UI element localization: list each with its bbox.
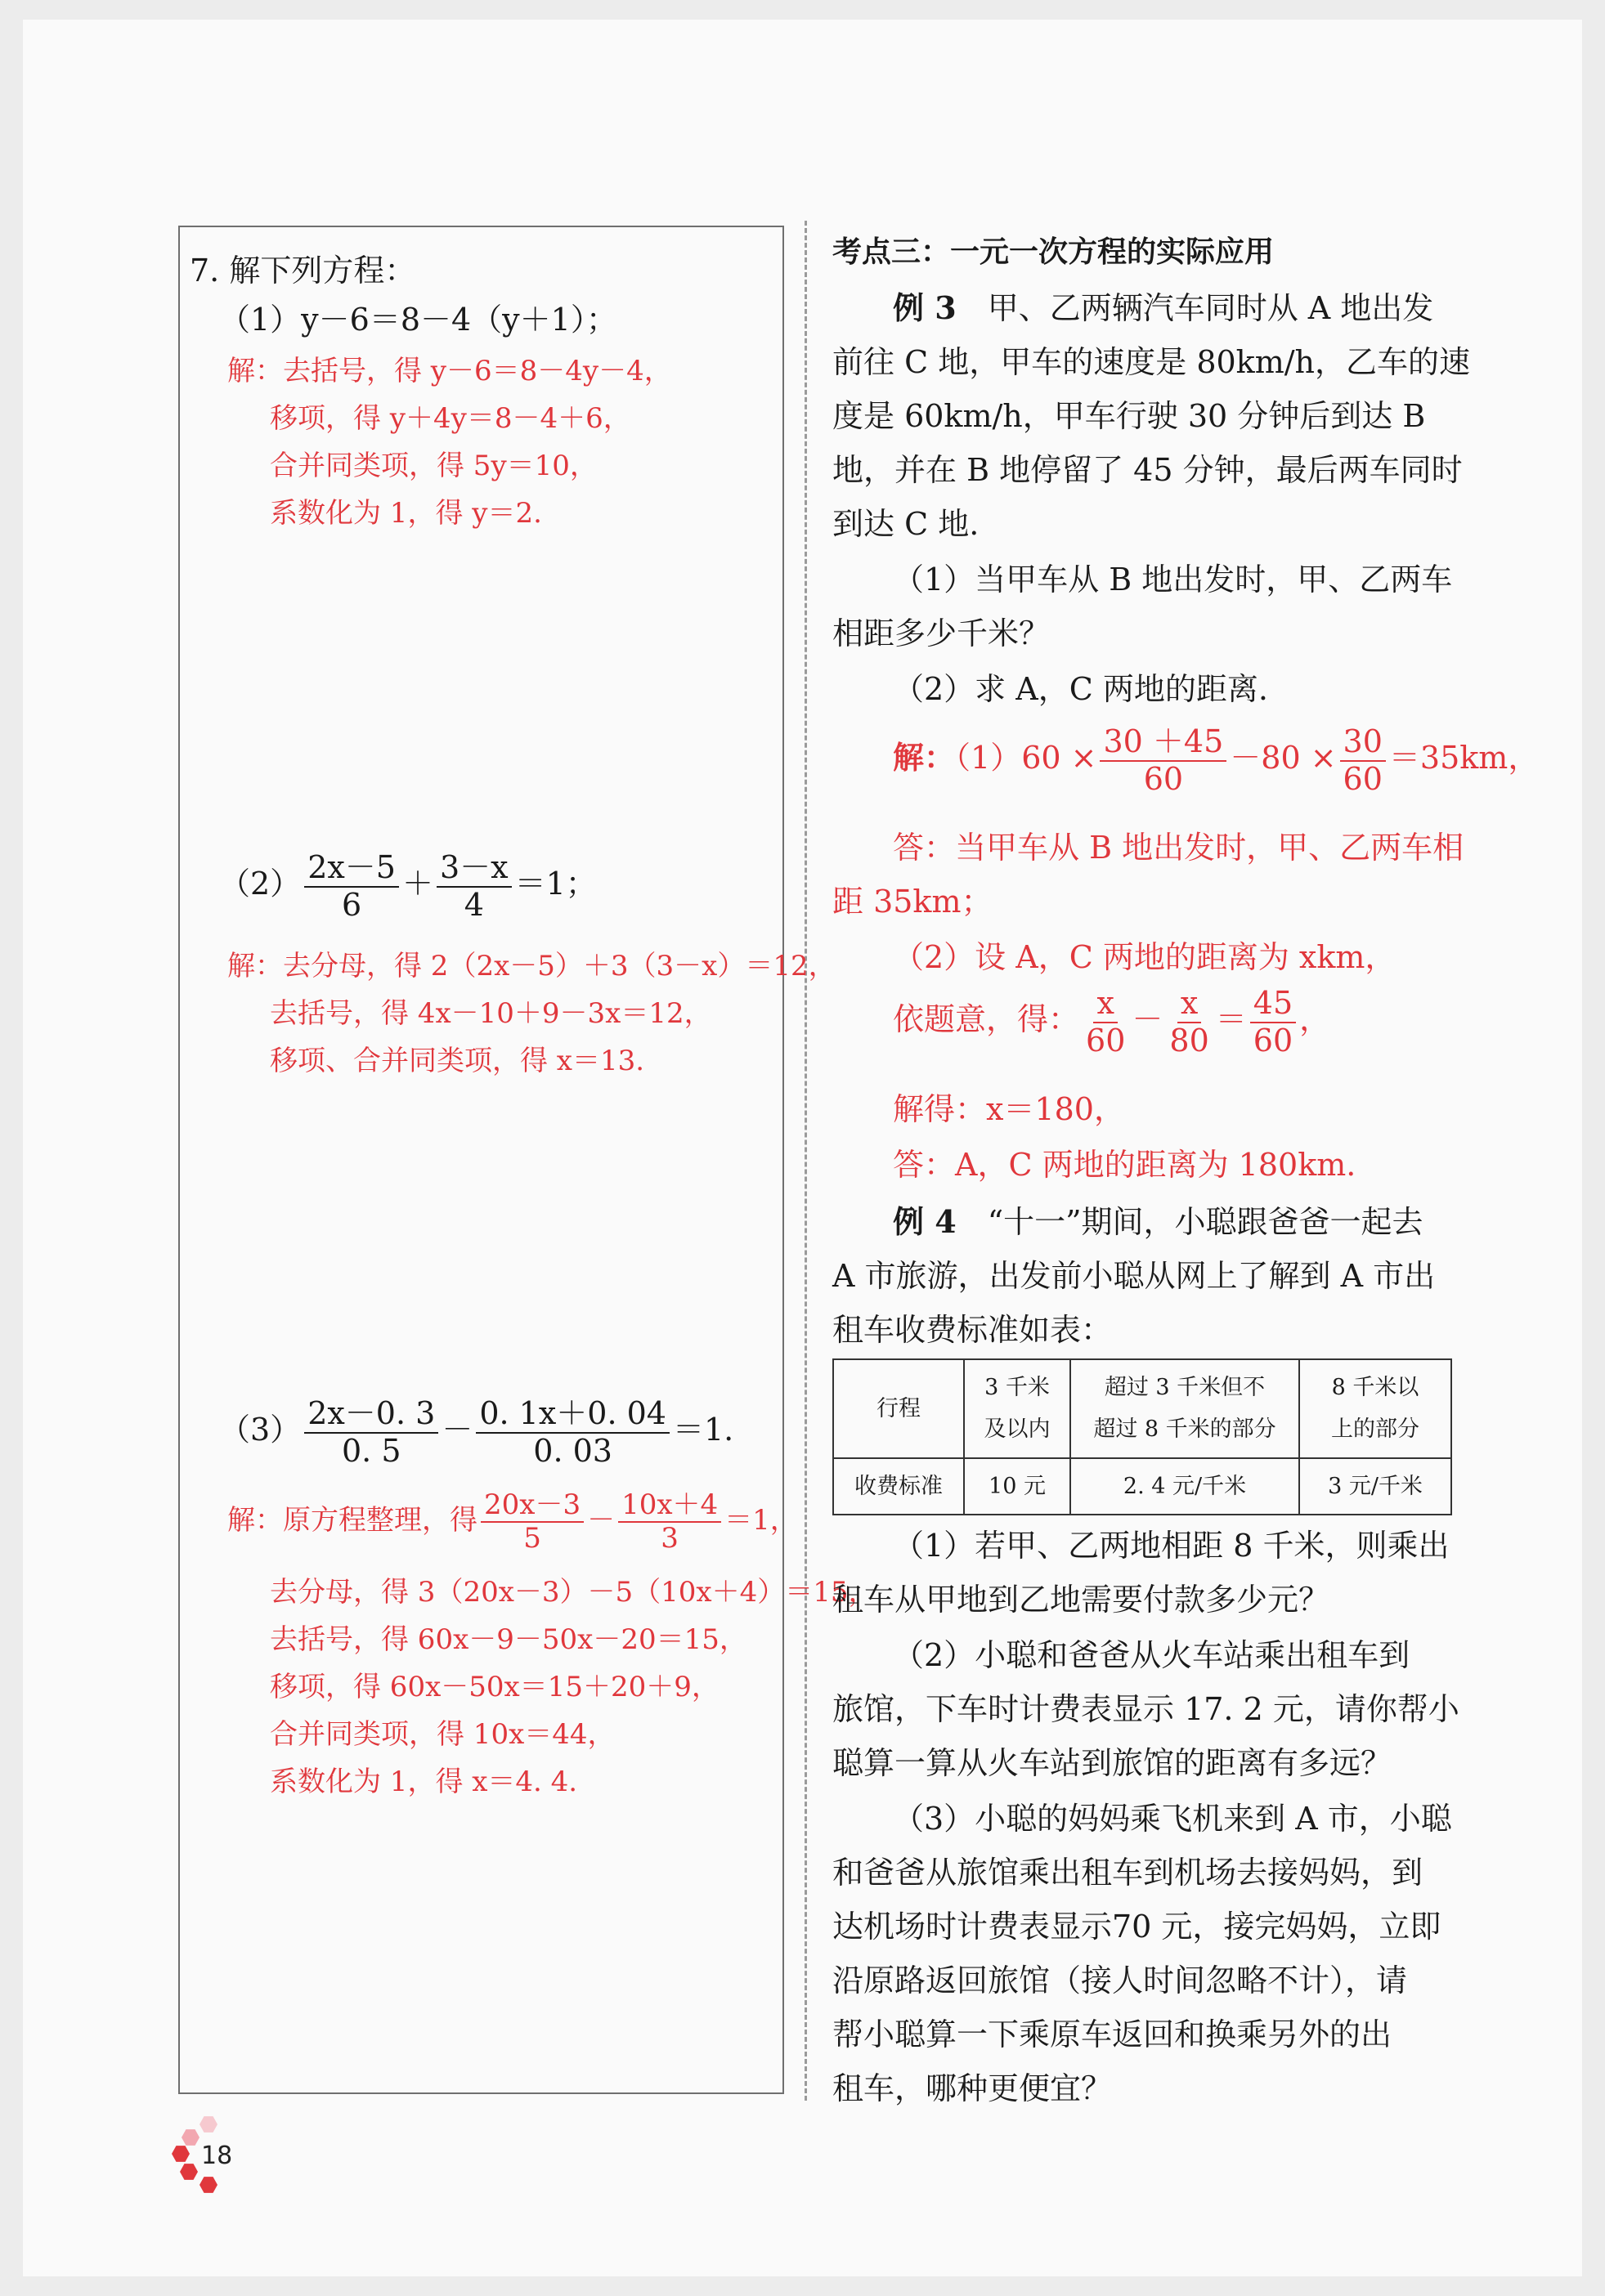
solution-3-line: 系数化为 1，得 x＝4. 4. <box>270 1766 578 1798</box>
example-4-question-3: 帮小聪算一下乘原车返回和换乘另外的出 <box>832 2016 1392 2052</box>
solution-3-line: 去括号，得 60x－9－50x－20＝15， <box>270 1623 747 1656</box>
table-row <box>833 1458 1451 1515</box>
problem-1-equation: （1）y－6＝8－4（y＋1）； <box>219 302 617 338</box>
solution-1-line: 移项，得 y＋4y＝8－4＋6， <box>270 402 631 435</box>
table-header-cell: 超过 3 千米但不 超过 8 千米的部分 <box>1070 1359 1299 1458</box>
example-3-question-1: （1）当甲车从 B 地出发时，甲、乙两车 <box>893 562 1453 597</box>
problem-2-equation: （2） $\frac{2x-5}{6}$ ＋ $\frac{3-x}{4}$ ＝1； <box>219 849 597 923</box>
example-4-line: 租车收费标准如表： <box>832 1312 1113 1348</box>
table-cell: 10 元 <box>964 1458 1070 1515</box>
taxi-fee-table <box>832 1358 1452 1515</box>
example-4-question-1: （1）若甲、乙两地相距 8 千米，则乘出 <box>893 1528 1450 1564</box>
example-3-answer-2: 答：A，C 两地的距离为 180km. <box>893 1147 1356 1183</box>
example-4-question-2: 聪算一算从火车站到旅馆的距离有多远？ <box>832 1745 1392 1781</box>
example-4-question-3: 沿原路返回旅馆（接人时间忽略不计），请 <box>832 1963 1408 1998</box>
section-heading: 考点三：一元一次方程的实际应用 <box>832 235 1275 269</box>
table-row <box>833 1359 1451 1458</box>
table-header-cell: 3 千米 及以内 <box>964 1359 1070 1458</box>
solution-2-line: 解：去分母，得 2（2x－5）＋3（3－x）＝12， <box>227 950 836 982</box>
solution-1-line: 解：去括号，得 y－6＝8－4y－4， <box>227 355 672 387</box>
solution-2-line: 移项、合并同类项，得 x＝13. <box>270 1045 645 1077</box>
solution-3-line: 移项，得 60x－50x＝15＋20＋9， <box>270 1671 720 1703</box>
example-4-question-2: 旅馆，下车时计费表显示 17. 2 元，请你帮小 <box>832 1691 1459 1727</box>
question-7-title: 7. 解下列方程： <box>190 253 416 289</box>
example-4-question-1: 租车从甲地到乙地需要付款多少元？ <box>832 1582 1330 1618</box>
table-cell: 2. 4 元/千米 <box>1070 1458 1299 1515</box>
example-3-equation: 依题意，得： $\frac{x}{60}$ － $\frac{x}{80}$ ＝ $\frac{45}{60}$ ， <box>893 985 1331 1058</box>
solution-3-first-line: 解：原方程整理，得 $\frac{20x-3}{5}$ － $\frac{10x+4}{3}$ ＝1， <box>227 1488 798 1555</box>
example-4-line: A 市旅游，出发前小聪从网上了解到 A 市出 <box>832 1258 1436 1294</box>
solution-1-line: 合并同类项，得 5y＝10， <box>270 450 598 482</box>
table-cell: 3 元/千米 <box>1299 1458 1451 1515</box>
solution-3-line: 合并同类项，得 10x＝44， <box>270 1718 616 1751</box>
example-3-solution-1: 解：（1）60 × $\frac{30 +45}{60}$ －80 × $\frac{30}{60}$ ＝35km， <box>893 723 1540 797</box>
problem-3-equation: （3） $\frac{2x-0. 3}{0. 5}$ － $\frac{0. 1x+0. 04}{0. 03}$ ＝1. <box>219 1395 734 1469</box>
solution-1-line: 系数化为 1，得 y＝2. <box>270 497 542 530</box>
example-3-first-line: 例 3 甲、乙两辆汽车同时从 A 地出发 <box>893 289 1434 326</box>
example-3-question-2: （2）求 A，C 两地的距离. <box>893 671 1268 707</box>
example-3-question-1: 相距多少千米？ <box>832 615 1051 651</box>
column-divider <box>805 221 807 2101</box>
example-4-question-3: 和爸爸从旅馆乘出租车到机场去接妈妈，到 <box>832 1855 1423 1891</box>
example-4-question-3: 租车，哪种更便宜？ <box>832 2070 1113 2106</box>
example-4-question-3: 达机场时计费表显示70 元，接完妈妈，立即 <box>832 1909 1441 1945</box>
solution-3-line: 去分母，得 3（20x－3）－5（10x＋4）＝15， <box>270 1576 876 1609</box>
table-header-cell: 行程 <box>833 1359 964 1458</box>
example-4-first-line: 例 4 “十一”期间，小聪跟爸爸一起去 <box>893 1203 1423 1240</box>
solution-2-line: 去括号，得 4x－10＋9－3x＝12， <box>270 997 712 1030</box>
example-3-line: 地，并在 B 地停留了 45 分钟，最后两车同时 <box>832 452 1463 488</box>
example-3-line: 前往 C 地，甲车的速度是 80km/h，乙车的速 <box>832 344 1471 380</box>
table-cell: 收费标准 <box>833 1458 964 1515</box>
example-3-line: 度是 60km/h，甲车行驶 30 分钟后到达 B <box>832 398 1426 434</box>
example-3-answer-1: 距 35km； <box>832 884 993 920</box>
example-3-solution-2: （2）设 A，C 两地的距离为 xkm， <box>893 939 1397 975</box>
page-number: 18 <box>201 2142 233 2170</box>
example-3-solve: 解得：x＝180， <box>893 1091 1125 1127</box>
example-3-answer-1: 答：当甲车从 B 地出发时，甲、乙两车相 <box>893 830 1464 866</box>
example-4-question-2: （2）小聪和爸爸从火车站乘出租车到 <box>893 1637 1410 1673</box>
table-header-cell: 8 千米以 上的部分 <box>1299 1359 1451 1458</box>
example-4-question-3: （3）小聪的妈妈乘飞机来到 A 市，小聪 <box>893 1801 1452 1837</box>
example-3-line: 到达 C 地. <box>832 506 980 542</box>
